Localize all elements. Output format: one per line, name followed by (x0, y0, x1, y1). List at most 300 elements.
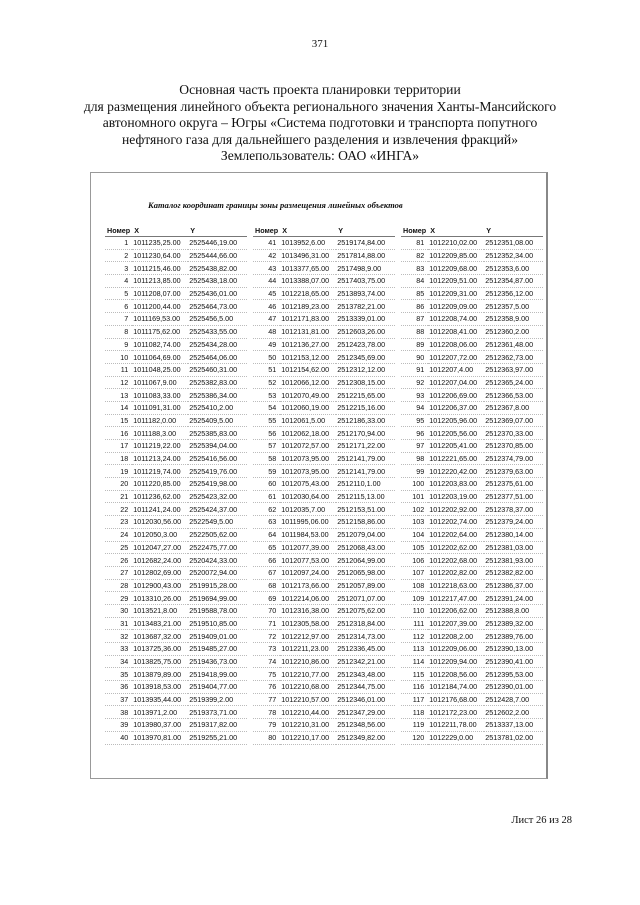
point-number: 111 (401, 617, 428, 630)
table-row (253, 440, 395, 453)
x-coordinate: 1012229,0.00 (428, 731, 484, 744)
point-number: 102 (401, 503, 428, 516)
y-coordinate: 2519174,84.00 (336, 237, 395, 250)
y-coordinate: 2519588,78.00 (188, 604, 247, 617)
y-coordinate: 2512153,51.00 (336, 503, 395, 516)
y-coordinate: 2512352,34.00 (484, 249, 543, 262)
x-coordinate: 1013483,21.00 (132, 617, 188, 630)
x-coordinate: 1012154,62.00 (280, 363, 336, 376)
point-number: 68 (253, 579, 280, 592)
table-row (105, 351, 247, 364)
point-number: 31 (105, 617, 132, 630)
y-coordinate: 2512349,82.00 (336, 731, 395, 744)
point-number: 109 (401, 592, 428, 605)
y-coordinate: 2512381,93.00 (484, 554, 543, 567)
table-row (253, 719, 395, 732)
x-coordinate: 1011213,24.00 (132, 452, 188, 465)
table-row (105, 719, 247, 732)
point-number: 30 (105, 604, 132, 617)
table-row (401, 452, 543, 465)
point-number: 70 (253, 604, 280, 617)
y-coordinate: 2512141,79.00 (336, 452, 395, 465)
table-row (401, 440, 543, 453)
x-coordinate: 1012189,23.00 (280, 300, 336, 313)
y-coordinate: 2512343,48.00 (336, 668, 395, 681)
coordinate-table (401, 225, 543, 745)
x-coordinate: 1013918,53.00 (132, 681, 188, 694)
y-coordinate: 2512344,75.00 (336, 681, 395, 694)
y-coordinate: 2512065,98.00 (336, 566, 395, 579)
table-row (253, 376, 395, 389)
x-coordinate: 1013935,44.00 (132, 693, 188, 706)
column-header: Y (188, 225, 247, 237)
point-number: 90 (401, 351, 428, 364)
point-number: 103 (401, 516, 428, 529)
point-number: 11 (105, 363, 132, 376)
title-line: нефтяного газа для дальнейшего разделения и извлечения фракций» (121, 131, 519, 147)
table-row (253, 566, 395, 579)
x-coordinate: 1012077,39.00 (280, 541, 336, 554)
point-number: 82 (401, 249, 428, 262)
x-coordinate: 1012802,69.00 (132, 566, 188, 579)
x-coordinate: 1012210,31.00 (280, 719, 336, 732)
x-coordinate: 1012210,86.00 (280, 655, 336, 668)
table-row (401, 363, 543, 376)
point-number: 51 (253, 363, 280, 376)
y-coordinate: 2512380,14.00 (484, 528, 543, 541)
point-number: 114 (401, 655, 428, 668)
table-row (105, 681, 247, 694)
x-coordinate: 1013687,32.00 (132, 630, 188, 643)
point-number: 38 (105, 706, 132, 719)
point-number: 77 (253, 693, 280, 706)
table-row (401, 516, 543, 529)
point-number: 63 (253, 516, 280, 529)
x-coordinate: 1012210,17.00 (280, 731, 336, 744)
y-coordinate: 2512428,7.00 (484, 693, 543, 706)
x-coordinate: 1011215,46.00 (132, 262, 188, 275)
column-header: Номер (107, 226, 131, 235)
y-coordinate: 2519409,01.00 (188, 630, 247, 643)
table-row (253, 427, 395, 440)
y-coordinate: 2519255,21.00 (188, 731, 247, 744)
point-number: 8 (105, 325, 132, 338)
y-coordinate: 2512379,24.00 (484, 516, 543, 529)
x-coordinate: 1012210,68.00 (280, 681, 336, 694)
table-row (105, 300, 247, 313)
table-row (105, 668, 247, 681)
y-coordinate: 2513339,01.00 (336, 313, 395, 326)
x-coordinate: 1012210,57.00 (280, 693, 336, 706)
point-number: 40 (105, 731, 132, 744)
y-coordinate: 2512367,8.00 (484, 401, 543, 414)
point-number: 21 (105, 490, 132, 503)
x-coordinate: 1012202,82.00 (428, 566, 484, 579)
table-row (253, 604, 395, 617)
y-coordinate: 2512388,8.00 (484, 604, 543, 617)
y-coordinate: 2512363,97.00 (484, 363, 543, 376)
x-coordinate: 1012060,19.00 (280, 401, 336, 414)
table-row (253, 516, 395, 529)
x-coordinate: 1011082,74.00 (132, 338, 188, 351)
x-coordinate: 1012221,65.00 (428, 452, 484, 465)
x-coordinate: 1012305,58.00 (280, 617, 336, 630)
y-coordinate: 2512071,07.00 (336, 592, 395, 605)
point-number: 24 (105, 528, 132, 541)
y-coordinate: 2512079,04.00 (336, 528, 395, 541)
x-coordinate: 1012073,95.00 (280, 452, 336, 465)
x-coordinate: 1012073,95.00 (280, 465, 336, 478)
document-title (20, 82, 620, 165)
table-row (401, 604, 543, 617)
x-coordinate: 1011236,62.00 (132, 490, 188, 503)
point-number: 95 (401, 414, 428, 427)
y-coordinate: 2513781,02.00 (484, 731, 543, 744)
table-row (401, 275, 543, 288)
x-coordinate: 1012209,31.00 (428, 287, 484, 300)
y-coordinate: 2522475,77.00 (188, 541, 247, 554)
table-row (401, 528, 543, 541)
y-coordinate: 2512374,79.00 (484, 452, 543, 465)
title-line: для размещения линейного объекта регионального значения Ханты-Мансийского (83, 98, 557, 114)
point-number: 12 (105, 376, 132, 389)
x-coordinate: 1011064,69.00 (132, 351, 188, 364)
x-coordinate: 1012202,74.00 (428, 516, 484, 529)
x-coordinate: 1012209,68.00 (428, 262, 484, 275)
table-row (401, 719, 543, 732)
column-header: X (280, 225, 336, 237)
point-number: 53 (253, 389, 280, 402)
point-number: 108 (401, 579, 428, 592)
x-coordinate: 1012136,27.00 (280, 338, 336, 351)
point-number: 71 (253, 617, 280, 630)
table-row (401, 325, 543, 338)
y-coordinate: 2517814,88.00 (336, 249, 395, 262)
x-coordinate: 1011169,53.00 (132, 313, 188, 326)
column-header: Номер (403, 226, 427, 235)
table-row (401, 630, 543, 643)
y-coordinate: 2525464,06.00 (188, 351, 247, 364)
table-row (401, 503, 543, 516)
x-coordinate: 1011175,62.00 (132, 325, 188, 338)
table-row (253, 592, 395, 605)
point-number: 49 (253, 338, 280, 351)
x-coordinate: 1012207,72.00 (428, 351, 484, 364)
point-number: 84 (401, 275, 428, 288)
y-coordinate: 2512347,29.00 (336, 706, 395, 719)
y-coordinate: 2525416,56.00 (188, 452, 247, 465)
point-number: 62 (253, 503, 280, 516)
table-row (105, 401, 247, 414)
y-coordinate: 2519317,82.00 (188, 719, 247, 732)
point-number: 13 (105, 389, 132, 402)
x-coordinate: 1011235,25.00 (132, 237, 188, 250)
point-number: 93 (401, 389, 428, 402)
point-number: 41 (253, 237, 280, 250)
x-coordinate: 1012205,41.00 (428, 440, 484, 453)
table-row (401, 643, 543, 656)
point-number: 3 (105, 262, 132, 275)
x-coordinate: 1013725,36.00 (132, 643, 188, 656)
table-row (105, 325, 247, 338)
y-coordinate: 2525419,76.00 (188, 465, 247, 478)
table-row (253, 249, 395, 262)
y-coordinate: 2519436,73.00 (188, 655, 247, 668)
point-number: 112 (401, 630, 428, 643)
y-coordinate: 2512186,33.00 (336, 414, 395, 427)
point-number: 4 (105, 275, 132, 288)
y-coordinate: 2512057,89.00 (336, 579, 395, 592)
table-row (401, 249, 543, 262)
table-row (105, 643, 247, 656)
y-coordinate: 2525433,55.00 (188, 325, 247, 338)
y-coordinate: 2512389,32.00 (484, 617, 543, 630)
table-row (105, 440, 247, 453)
table-row (253, 478, 395, 491)
table-row (401, 731, 543, 744)
y-coordinate: 2512362,73.00 (484, 351, 543, 364)
y-coordinate: 2512348,56.00 (336, 719, 395, 732)
point-number: 29 (105, 592, 132, 605)
y-coordinate: 2513337,13.00 (484, 719, 543, 732)
y-coordinate: 2512382,82.00 (484, 566, 543, 579)
y-coordinate: 2519404,77.00 (188, 681, 247, 694)
y-coordinate: 2525382,83.00 (188, 376, 247, 389)
table-row (401, 681, 543, 694)
x-coordinate: 1011230,64.00 (132, 249, 188, 262)
x-coordinate: 1012062,18.00 (280, 427, 336, 440)
point-number: 73 (253, 643, 280, 656)
point-number: 37 (105, 693, 132, 706)
x-coordinate: 1012172,23.00 (428, 706, 484, 719)
x-coordinate: 1012217,47.00 (428, 592, 484, 605)
y-coordinate: 2512370,33.00 (484, 427, 543, 440)
x-coordinate: 1012208,2.00 (428, 630, 484, 643)
x-coordinate: 1012202,92.00 (428, 503, 484, 516)
x-coordinate: 1012173,66.00 (280, 579, 336, 592)
x-coordinate: 1012030,64.00 (280, 490, 336, 503)
x-coordinate: 1013310,26.00 (132, 592, 188, 605)
y-coordinate: 2512391,24.00 (484, 592, 543, 605)
y-coordinate: 2512354,87.00 (484, 275, 543, 288)
table-row (401, 237, 543, 250)
table-row (401, 617, 543, 630)
table-row (253, 465, 395, 478)
point-number: 119 (401, 719, 428, 732)
point-number: 42 (253, 249, 280, 262)
table-row (401, 478, 543, 491)
x-coordinate: 1012207,04.00 (428, 376, 484, 389)
point-number: 107 (401, 566, 428, 579)
point-number: 81 (401, 237, 428, 250)
table-row (105, 414, 247, 427)
table-row (105, 465, 247, 478)
table-row (105, 237, 247, 250)
point-number: 18 (105, 452, 132, 465)
y-coordinate: 2512365,24.00 (484, 376, 543, 389)
point-number: 28 (105, 579, 132, 592)
table-row (401, 389, 543, 402)
table-row (105, 592, 247, 605)
y-coordinate: 2512215,65.00 (336, 389, 395, 402)
x-coordinate: 1011083,33.00 (132, 389, 188, 402)
x-coordinate: 1012208,06.00 (428, 338, 484, 351)
column-header: Номер (255, 226, 279, 235)
y-coordinate: 2512318,84.00 (336, 617, 395, 630)
y-coordinate: 2512602,2.00 (484, 706, 543, 719)
point-number: 19 (105, 465, 132, 478)
title-line: автономного округа – Югры «Система подготовки и транспорта попутного (102, 115, 538, 130)
point-number: 45 (253, 287, 280, 300)
x-coordinate: 1013521,8.00 (132, 604, 188, 617)
table-row (253, 401, 395, 414)
table-row (253, 452, 395, 465)
point-number: 5 (105, 287, 132, 300)
point-number: 76 (253, 681, 280, 694)
y-coordinate: 2519399,2.00 (188, 693, 247, 706)
y-coordinate: 2512141,79.00 (336, 465, 395, 478)
x-coordinate: 1012030,56.00 (132, 516, 188, 529)
column-header: Y (484, 225, 543, 237)
point-number: 69 (253, 592, 280, 605)
point-number: 87 (401, 313, 428, 326)
x-coordinate: 1011048,25.00 (132, 363, 188, 376)
y-coordinate: 2512361,48.00 (484, 338, 543, 351)
y-coordinate: 2525424,37.00 (188, 503, 247, 516)
point-number: 99 (401, 465, 428, 478)
table-row (105, 287, 247, 300)
point-number: 20 (105, 478, 132, 491)
table-row (105, 249, 247, 262)
y-coordinate: 2512377,51.00 (484, 490, 543, 503)
table-row (105, 706, 247, 719)
point-number: 32 (105, 630, 132, 643)
table-row (105, 554, 247, 567)
x-coordinate: 1011188,3.00 (132, 427, 188, 440)
point-number: 2 (105, 249, 132, 262)
point-number: 15 (105, 414, 132, 427)
sheet-label: Лист 26 из 28 (511, 815, 572, 826)
point-number: 43 (253, 262, 280, 275)
point-number: 97 (401, 440, 428, 453)
y-coordinate: 2525456,5.00 (188, 313, 247, 326)
point-number: 25 (105, 541, 132, 554)
point-number: 26 (105, 554, 132, 567)
point-number: 105 (401, 541, 428, 554)
table-row (401, 287, 543, 300)
table-row (401, 490, 543, 503)
y-coordinate: 2519373,71.00 (188, 706, 247, 719)
point-number: 22 (105, 503, 132, 516)
x-coordinate: 1012209,09.00 (428, 300, 484, 313)
y-coordinate: 2525409,5.00 (188, 414, 247, 427)
table-row (401, 465, 543, 478)
table-row (105, 313, 247, 326)
x-coordinate: 1011200,44.00 (132, 300, 188, 313)
table-row (253, 579, 395, 592)
x-coordinate: 1012209,06.00 (428, 643, 484, 656)
point-number: 17 (105, 440, 132, 453)
point-number: 96 (401, 427, 428, 440)
page-number: 371 (311, 38, 329, 50)
x-coordinate: 1013971,2.00 (132, 706, 188, 719)
x-coordinate: 1012211,78.00 (428, 719, 484, 732)
table-row (105, 503, 247, 516)
coordinate-tables (105, 225, 543, 745)
table-header-row (253, 225, 395, 237)
point-number: 89 (401, 338, 428, 351)
table-row (401, 427, 543, 440)
y-coordinate: 2513782,21.00 (336, 300, 395, 313)
y-coordinate: 2512075,62.00 (336, 604, 395, 617)
y-coordinate: 2525460,31.00 (188, 363, 247, 376)
x-coordinate: 1012075,43.00 (280, 478, 336, 491)
table-row (253, 528, 395, 541)
y-coordinate: 2512351,08.00 (484, 237, 543, 250)
table-row (253, 706, 395, 719)
x-coordinate: 1012072,57.00 (280, 440, 336, 453)
y-coordinate: 2525423,32.00 (188, 490, 247, 503)
x-coordinate: 1011219,74.00 (132, 465, 188, 478)
y-coordinate: 2519510,85.00 (188, 617, 247, 630)
point-number: 79 (253, 719, 280, 732)
x-coordinate: 1013879,89.00 (132, 668, 188, 681)
x-coordinate: 1011241,24.00 (132, 503, 188, 516)
table-row (105, 579, 247, 592)
x-coordinate: 1012184,74.00 (428, 681, 484, 694)
table-row (105, 490, 247, 503)
x-coordinate: 1012203,83.00 (428, 478, 484, 491)
y-coordinate: 2512308,15.00 (336, 376, 395, 389)
point-number: 50 (253, 351, 280, 364)
point-number: 110 (401, 604, 428, 617)
table-row (105, 630, 247, 643)
point-number: 101 (401, 490, 428, 503)
table-row (253, 503, 395, 516)
x-coordinate: 1012900,43.00 (132, 579, 188, 592)
table-row (253, 490, 395, 503)
x-coordinate: 1012202,64.00 (428, 528, 484, 541)
y-coordinate: 2512386,37.00 (484, 579, 543, 592)
table-row (253, 541, 395, 554)
point-number: 98 (401, 452, 428, 465)
point-number: 16 (105, 427, 132, 440)
y-coordinate: 2512342,21.00 (336, 655, 395, 668)
title-line: Землепользователь: ОАО «ИНГА» (220, 148, 420, 163)
y-coordinate: 2512158,86.00 (336, 516, 395, 529)
table-row (253, 275, 395, 288)
x-coordinate: 1012205,56.00 (428, 427, 484, 440)
x-coordinate: 1012210,77.00 (280, 668, 336, 681)
point-number: 85 (401, 287, 428, 300)
y-coordinate: 2512115,13.00 (336, 490, 395, 503)
x-coordinate: 1012202,68.00 (428, 554, 484, 567)
point-number: 83 (401, 262, 428, 275)
table-row (401, 300, 543, 313)
table-row (253, 237, 395, 250)
x-coordinate: 1011067,9.00 (132, 376, 188, 389)
table-row (401, 376, 543, 389)
x-coordinate: 1012208,74.00 (428, 313, 484, 326)
y-coordinate: 2525434,28.00 (188, 338, 247, 351)
catalog-title: Каталог координат границы зоны размещения линейных объектов (148, 200, 403, 210)
y-coordinate: 2512345,69.00 (336, 351, 395, 364)
table-row (401, 566, 543, 579)
table-row (105, 389, 247, 402)
table-row (105, 338, 247, 351)
y-coordinate: 2512170,94.00 (336, 427, 395, 440)
table-row (401, 541, 543, 554)
